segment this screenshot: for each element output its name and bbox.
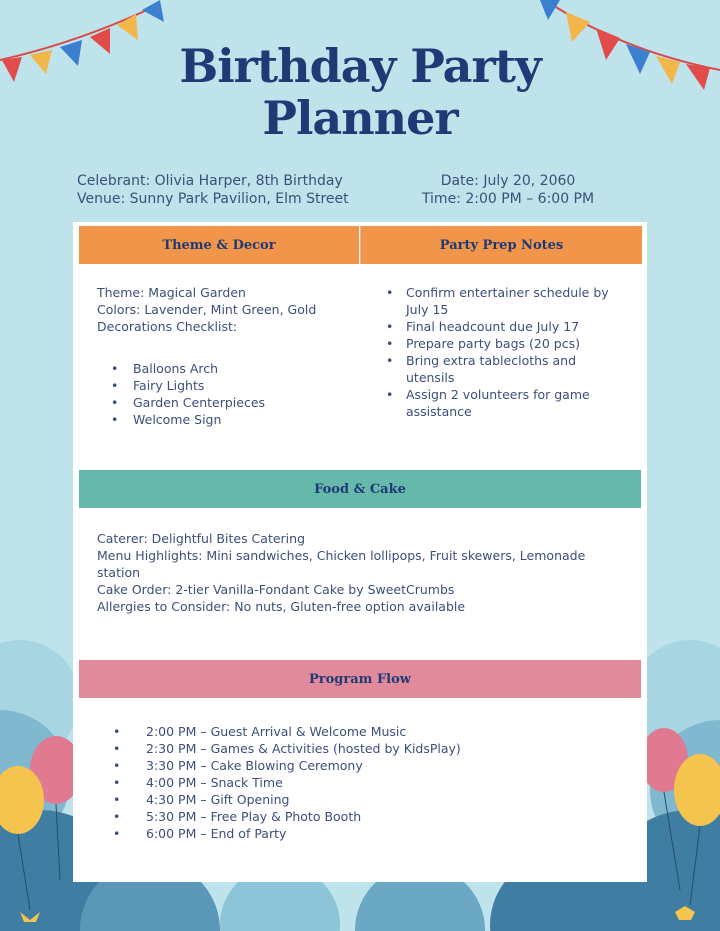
checklist-label: Decorations Checklist:	[97, 319, 238, 334]
event-info-right	[408, 172, 608, 208]
program-flow-section	[97, 723, 597, 842]
food-cake-section	[97, 530, 597, 615]
list-item: • 3:30 PM – Cake Blowing Ceremony	[97, 757, 597, 774]
prep-notes-list	[384, 284, 624, 420]
program-flow-header	[79, 660, 641, 698]
list-item: • Balloons Arch	[97, 360, 347, 377]
list-item: • Bring extra tablecloths and utensils	[384, 352, 624, 386]
theme-decor-header	[79, 226, 359, 264]
allergies-text: Allergies to Consider: No nuts, Gluten-free option available	[97, 599, 466, 614]
list-item: • 4:30 PM – Gift Opening	[97, 791, 597, 808]
decorations-list	[97, 360, 347, 428]
prep-notes-section	[384, 284, 624, 420]
theme-decor-section	[97, 284, 347, 428]
list-item: • 6:00 PM – End of Party	[97, 825, 597, 842]
list-item: • Final headcount due July 17	[384, 318, 624, 335]
list-item: • Prepare party bags (20 pcs)	[384, 335, 624, 352]
celebrant-text: Celebrant: Olivia Harper, 8th Birthday	[77, 173, 343, 189]
prep-notes-header-label: Party Prep Notes	[439, 237, 564, 253]
date-text: Date: July 20, 2060	[440, 173, 576, 189]
list-item: • 2:30 PM – Games & Activities (hosted by KidsPlay)	[97, 740, 597, 757]
menu-text: Menu Highlights: Mini sandwiches, Chicken lollipops, Fruit skewers, Lemonade station	[97, 548, 586, 580]
venue-text: Venue: Sunny Park Pavilion, Elm Street	[77, 191, 349, 207]
list-item: • Welcome Sign	[97, 411, 347, 428]
colors-text: Colors: Lavender, Mint Green, Gold	[97, 302, 317, 317]
title-line-2: Planner	[262, 91, 458, 145]
list-item: • Garden Centerpieces	[97, 394, 347, 411]
program-flow-header-label: Program Flow	[309, 671, 411, 687]
event-info-left	[77, 172, 349, 208]
prep-notes-header	[360, 226, 642, 264]
caterer-text: Caterer: Delightful Bites Catering	[97, 531, 306, 546]
list-item: • Assign 2 volunteers for game assistance	[384, 386, 624, 420]
list-item: • 5:30 PM – Free Play & Photo Booth	[97, 808, 597, 825]
food-cake-header-label: Food & Cake	[314, 481, 406, 497]
list-item: • Fairy Lights	[97, 377, 347, 394]
theme-decor-header-label: Theme & Decor	[162, 237, 276, 253]
page-title	[0, 40, 720, 144]
theme-text: Theme: Magical Garden	[97, 285, 246, 300]
time-text: Time: 2:00 PM – 6:00 PM	[421, 191, 595, 207]
list-item: • Confirm entertainer schedule by July 15	[384, 284, 624, 318]
cake-text: Cake Order: 2-tier Vanilla-Fondant Cake by SweetCrumbs	[97, 582, 455, 597]
food-cake-header	[79, 470, 641, 508]
planner-card	[73, 222, 647, 882]
title-line-1: Birthday Party	[179, 39, 541, 93]
program-flow-list	[97, 723, 597, 842]
list-item: • 4:00 PM – Snack Time	[97, 774, 597, 791]
list-item: • 2:00 PM – Guest Arrival & Welcome Music	[97, 723, 597, 740]
